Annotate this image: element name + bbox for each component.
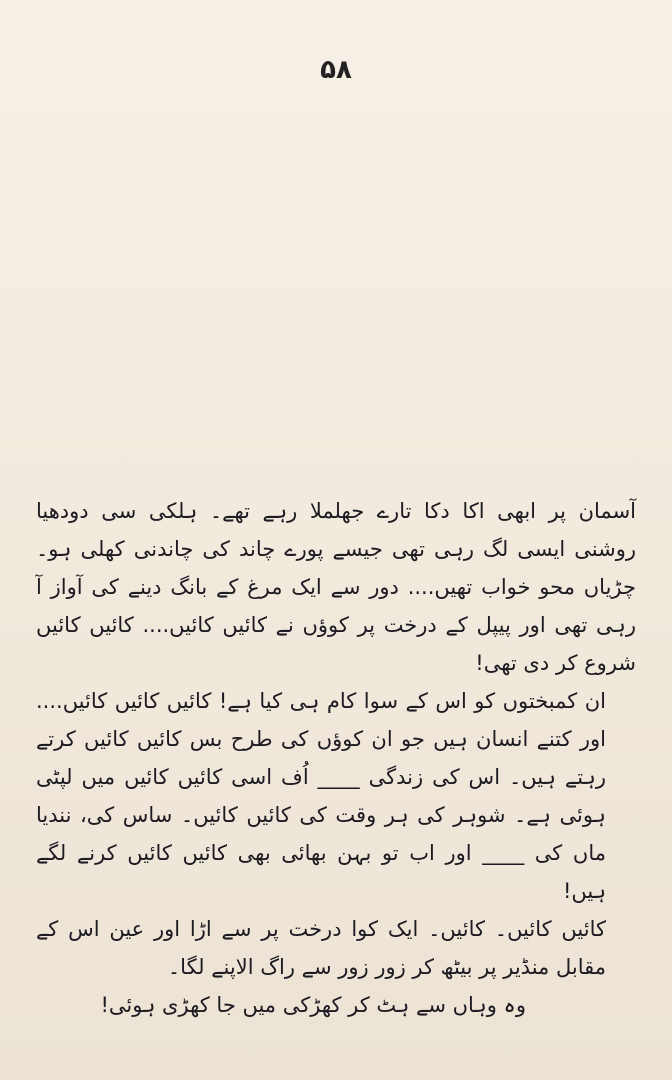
paragraph-4: وہ وہاں سے ہٹ کر کھڑکی میں جا کھڑی ہوئی! xyxy=(100,993,526,1017)
page-number: ۵۸ xyxy=(320,55,352,85)
paragraph-3: کائیں کائیں۔ کائیں۔ ایک کوا درخت پر سے اڑا اور عین اس کے مقابل منڈیر پر بیٹھ کر زور زور سے راگ الاپنے لگا۔ xyxy=(36,917,606,979)
paragraph-2: ان کمبختوں کو اس کے سوا کام ہی کیا ہے! کائیں کائیں کائیں.... اور کتنے انسان ہیں جو ان کوؤں کی طرح بس کائیں کائیں کرتے رہتے ہیں۔ اس کی زندگی ____ اُف اسی کائیں کائیں میں لپٹی ہوئی ہے۔ شوہر کی ہر وقت کی کائیں کائیں۔ ساس کی، نندیا ماں کی ____ اور اب تو بہن بھائی بھی کائیں کائیں کرنے لگے ہیں! xyxy=(36,689,606,903)
paragraph-1: آسمان پر ابھی اکا دکا تارے جھلملا رہے تھے۔ ہلکی سی دودھیا روشنی ایسی لگ رہی تھی جیسے پورے چاند کی چاندنی کھلی ہو۔ چڑیاں محو خواب تھیں.... دور سے ایک مرغ کے بانگ دینے کی آواز آ رہی تھی اور پیپل کے درخت پر کوؤں نے کائیں کائیں.... کائیں کائیں شروع کر دی تھی! xyxy=(36,499,636,675)
body-text xyxy=(36,492,636,1024)
